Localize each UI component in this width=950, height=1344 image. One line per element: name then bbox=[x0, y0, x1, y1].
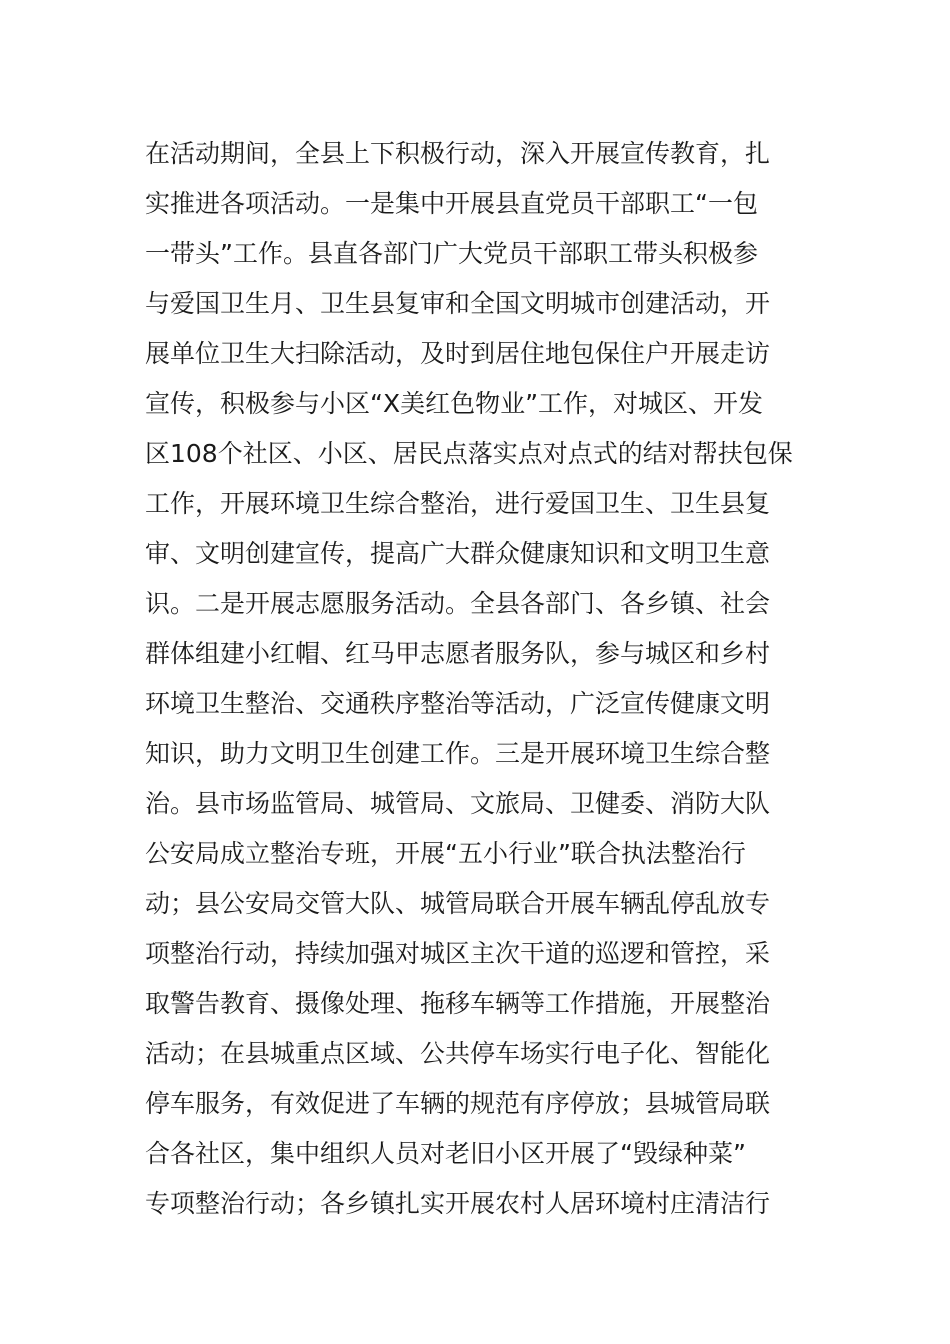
text-line: 专项整治行动；各乡镇扎实开展农村人居环境村庄清洁行 bbox=[145, 1189, 771, 1218]
text-line: 环境卫生整治、交通秩序整治等活动，广泛宣传健康文明 bbox=[145, 689, 771, 718]
text-line: 取警告教育、摄像处理、拖移车辆等工作措施，开展整治 bbox=[145, 989, 771, 1018]
text-line: 工作，开展环境卫生综合整治，进行爱国卫生、卫生县复 bbox=[145, 489, 771, 518]
text-line: 公安局成立整治专班，开展“五小行业”联合执法整治行 bbox=[145, 839, 746, 868]
text-line: 区108个社区、小区、居民点落实点对点式的结对帮扶包保 bbox=[145, 439, 793, 468]
text-line: 知识，助力文明卫生创建工作。三是开展环境卫生综合整 bbox=[145, 739, 771, 768]
text-line: 一带头”工作。县直各部门广大党员干部职工带头积极参 bbox=[145, 239, 758, 268]
text-line: 实推进各项活动。一是集中开展县直党员干部职工“一包 bbox=[145, 189, 758, 218]
text-line: 展单位卫生大扫除活动，及时到居住地包保住户开展走访 bbox=[145, 339, 771, 368]
text-line: 项整治行动，持续加强对城区主次干道的巡逻和管控，采 bbox=[145, 939, 771, 968]
text-line: 治。县市场监管局、城管局、文旅局、卫健委、消防大队 bbox=[145, 789, 771, 818]
text-line: 合各社区，集中组织人员对老旧小区开展了“毁绿种菜” bbox=[145, 1139, 746, 1168]
text-line: 宣传，积极参与小区“X美红色物业”工作，对城区、开发 bbox=[145, 389, 764, 418]
body-paragraph bbox=[145, 129, 810, 1229]
text-line: 识。二是开展志愿服务活动。全县各部门、各乡镇、社会 bbox=[145, 589, 771, 618]
text-line: 与爱国卫生月、卫生县复审和全国文明城市创建活动，开 bbox=[145, 289, 771, 318]
text-line: 停车服务，有效促进了车辆的规范有序停放；县城管局联 bbox=[145, 1089, 771, 1118]
text-line: 活动；在县城重点区域、公共停车场实行电子化、智能化 bbox=[145, 1039, 771, 1068]
text-line: 动；县公安局交管大队、城管局联合开展车辆乱停乱放专 bbox=[145, 889, 771, 918]
text-line: 审、文明创建宣传，提高广大群众健康知识和文明卫生意 bbox=[145, 539, 771, 568]
text-line: 在活动期间，全县上下积极行动，深入开展宣传教育，扎 bbox=[145, 139, 771, 168]
text-line: 群体组建小红帽、红马甲志愿者服务队，参与城区和乡村 bbox=[145, 639, 771, 668]
